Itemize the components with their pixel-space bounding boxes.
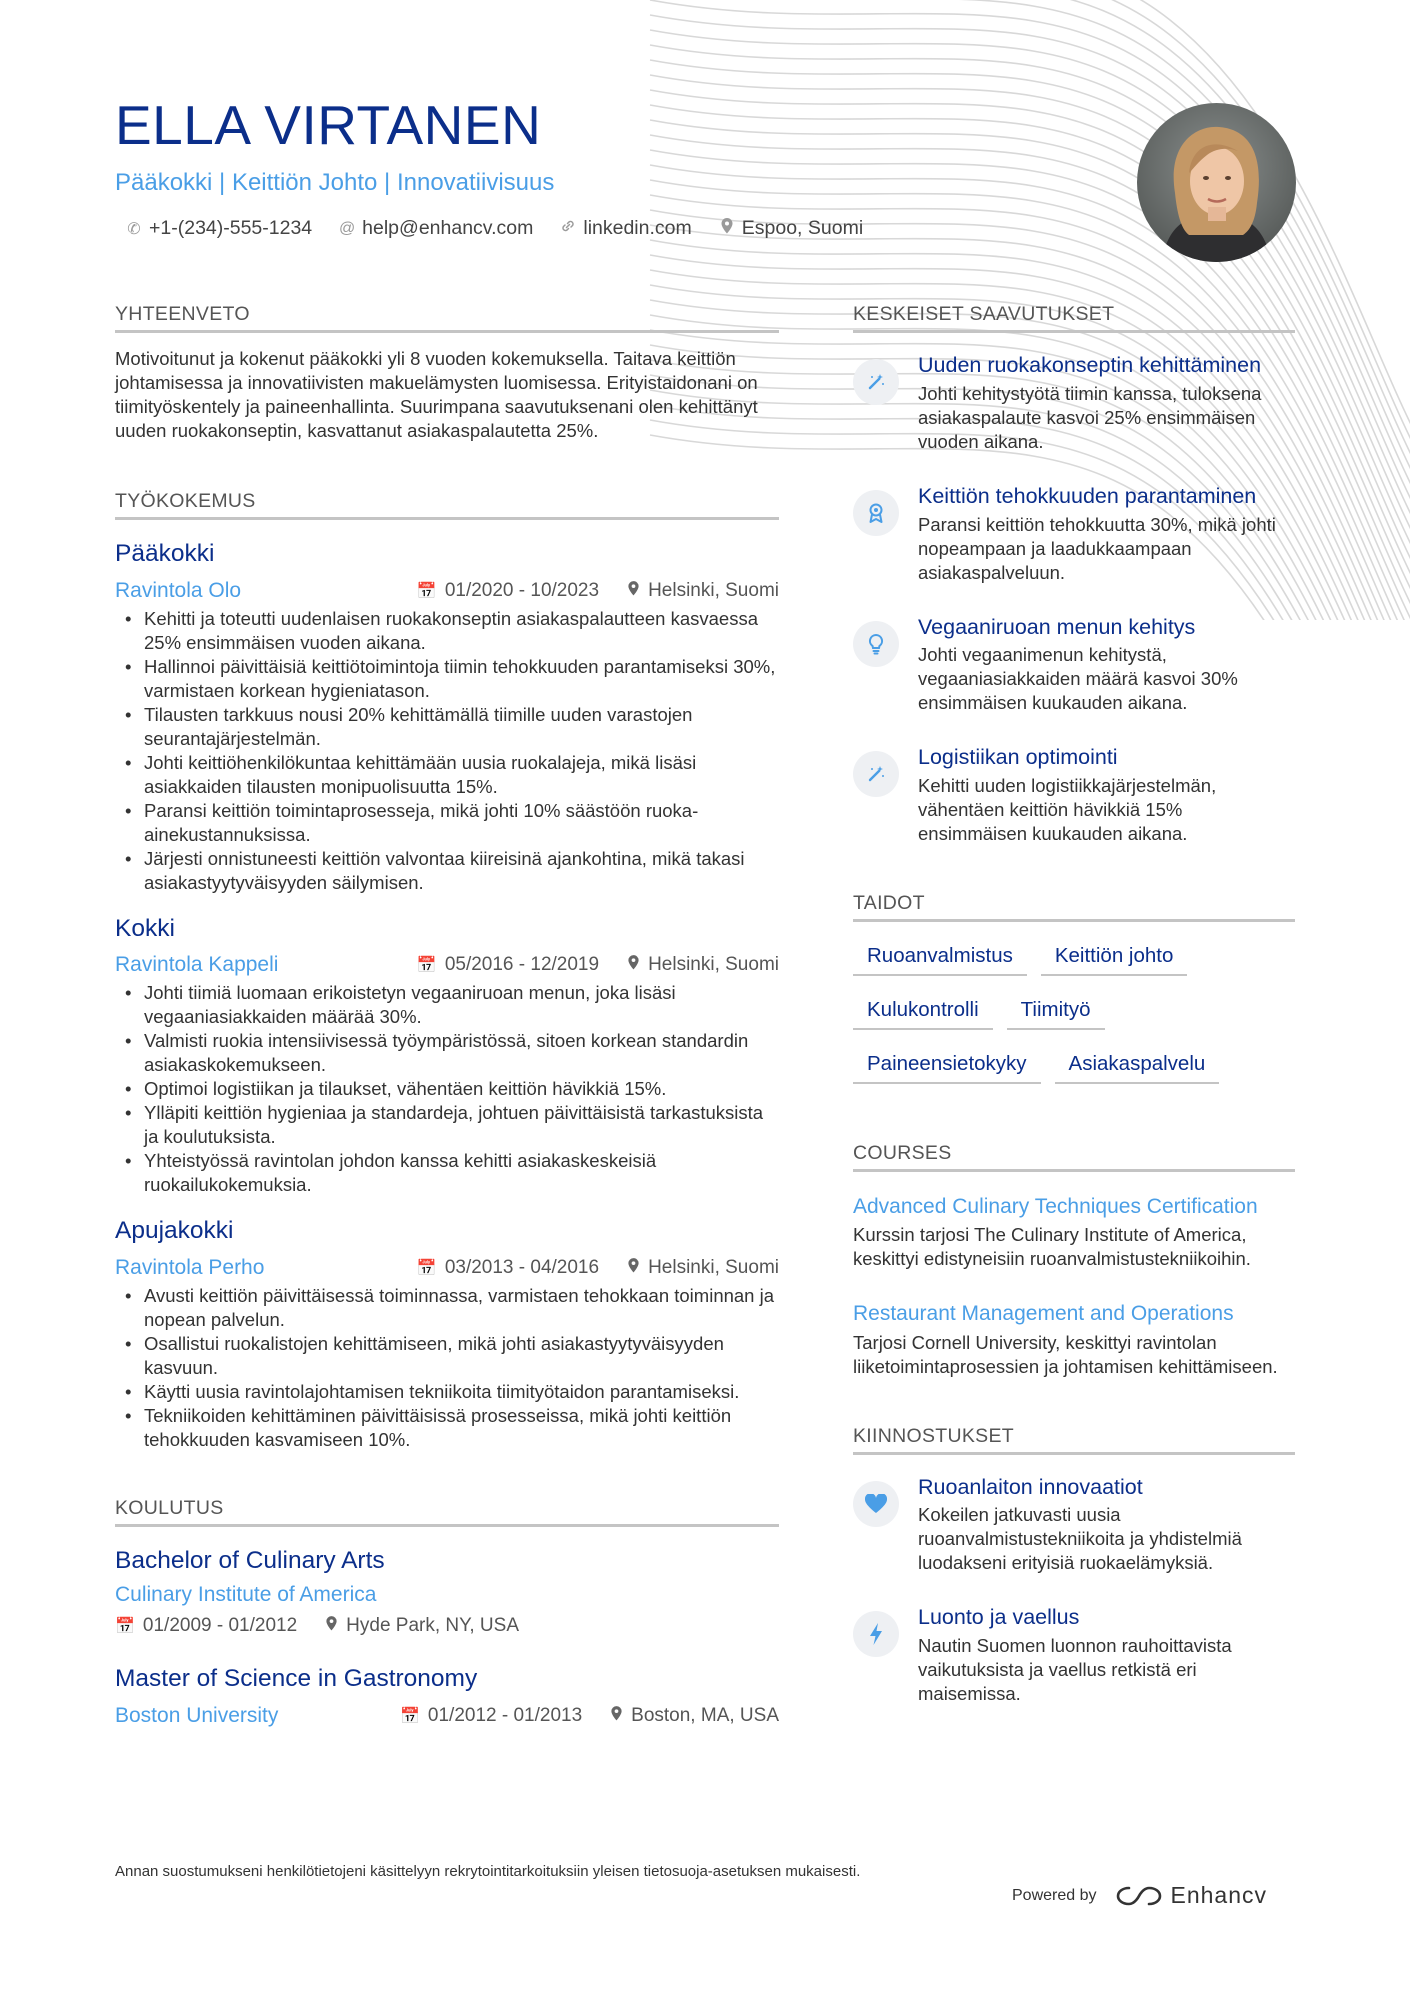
achievement-title: Vegaaniruoan menun kehitys — [918, 614, 1196, 639]
job-dates-text: 03/2013 - 04/2016 — [444, 1256, 600, 1278]
experience-heading: TYÖKOKEMUS — [115, 490, 779, 520]
education-dates-text: 01/2009 - 01/2012 — [142, 1615, 298, 1636]
magic-wand-icon — [853, 359, 899, 405]
job-meta — [417, 580, 779, 602]
calendar-icon: 📅 — [115, 1618, 135, 1635]
list-item: • Johti tiimiä luomaan erikoistetyn vegaaniruoan menun, joka lisäsi vegaaniasiakkaiden määrää 30%. — [115, 981, 779, 1029]
achievement-title: Uuden ruokakonseptin kehittäminen — [918, 353, 1262, 377]
skills-heading: TAIDOT — [853, 892, 1295, 922]
candidate-name: ELLA VIRTANEN — [115, 94, 542, 156]
list-item: • Käytti uusia ravintolajohtamisen tekniikoita tiimityötaidon parantamiseksi. — [115, 1380, 779, 1404]
list-item: • Järjesti onnistuneesti keittiön valvontaa kiireisinä ajankohtina, mikä takasi asiakastyytyväisyyden säilymisen. — [115, 847, 779, 895]
job-meta-row — [115, 579, 779, 603]
course-desc: Tarjosi Cornell University, keskittyi ravintolan liiketoimintaprosessien ja johtamisen kehittämiseen. — [853, 1331, 1278, 1377]
link-icon — [559, 218, 577, 239]
lightning-icon — [853, 1611, 899, 1657]
skill-tag: Asiakaspalvelu — [1055, 1052, 1220, 1084]
calendar-icon: 📅 — [416, 1259, 437, 1277]
list-item: • Johti keittiöhenkilökuntaa kehittämään uusia ruokalajeja, mikä lisäsi asiakkaiden tilausten monipuolisuutta 15%. — [115, 751, 779, 799]
course-desc: Kurssin tarjosi The Culinary Institute of America, keskittyi edistyneisiin ruoanvalmistustekniikoihin. — [853, 1224, 1251, 1270]
skill-tag: Paineensietokyky — [853, 1052, 1041, 1084]
achievement-title: Keittiön tehokkuuden parantaminen — [918, 483, 1257, 508]
education-entry — [115, 1546, 779, 1638]
email-text: help@enhancv.com — [362, 217, 534, 239]
location-text: Espoo, Suomi — [741, 217, 864, 239]
enhancv-logo-icon — [1115, 1884, 1163, 1908]
job-location — [627, 954, 779, 976]
achievement-item — [853, 484, 1295, 585]
school-name: Boston University — [115, 1703, 279, 1727]
job-title: Kokki — [115, 914, 175, 942]
right-column — [853, 303, 1295, 1706]
skill-tag: Tiimityö — [1007, 998, 1105, 1030]
job-company: Ravintola Perho — [115, 1255, 265, 1279]
education-meta-row — [115, 1704, 779, 1728]
heart-icon — [853, 1481, 899, 1527]
list-item: • Ylläpiti keittiön hygieniaa ja standardeja, johtuen päivittäisistä tarkastuksista ja koulutuksista. — [115, 1101, 779, 1149]
brand-logo — [1115, 1882, 1268, 1909]
interest-desc: Kokeilen jatkuvasti uusia ruoanvalmistustekniikoita ja yhdistelmiä luodakseni erityisiä ruokaelämyksiä. — [918, 1504, 1242, 1574]
interest-item — [853, 1605, 1295, 1706]
job-entry — [115, 1219, 779, 1452]
calendar-icon: 📅 — [399, 1707, 420, 1725]
job-dates — [417, 580, 599, 602]
education-heading: KOULUTUS — [115, 1497, 779, 1527]
school-name: Culinary Institute of America — [115, 1583, 377, 1606]
job-bullets — [115, 981, 779, 1197]
location-pin-icon — [325, 1615, 338, 1637]
education-entry — [115, 1667, 779, 1728]
education-location-text: Boston, MA, USA — [631, 1704, 779, 1726]
phone-text: +1-(234)-555-1234 — [149, 217, 313, 239]
achievement-title: Logistiikan optimointi — [918, 745, 1118, 770]
education-dates-text: 01/2012 - 01/2013 — [427, 1704, 583, 1726]
interests-heading: KIINNOSTUKSET — [853, 1425, 1295, 1455]
skills-list — [853, 944, 1295, 1084]
job-location — [627, 1257, 779, 1279]
job-title: Apujakokki — [115, 1217, 234, 1244]
powered-by[interactable] — [1012, 1882, 1267, 1909]
education-meta — [115, 1615, 779, 1637]
location-pin-icon — [718, 217, 736, 240]
education-dates — [115, 1615, 297, 1637]
job-bullets — [115, 607, 779, 895]
location-pin-icon — [627, 580, 640, 602]
skill-tag: Kulukontrolli — [853, 998, 993, 1030]
candidate-title: Pääkokki | Keittiön Johto | Innovatiivisuus — [115, 169, 555, 196]
course-item — [853, 1301, 1295, 1378]
education-dates — [400, 1705, 582, 1727]
powered-by-label: Powered by — [1012, 1886, 1097, 1904]
consent-footer: Annan suostumukseni henkilötietojeni käsittelyyn rekrytointitarkoituksiin yleisen tietosuoja-asetuksen mukaisesti. — [115, 1863, 861, 1880]
list-item: • Avusti keittiön päivittäisessä toiminnassa, varmistaen tehokkaan toiminnan ja nopean palvelun. — [115, 1284, 779, 1332]
magic-wand-icon — [853, 751, 899, 797]
achievement-body — [918, 484, 1295, 585]
education-location — [325, 1615, 519, 1637]
achievement-desc: Johti vegaanimenun kehitystä, vegaaniasiakkaiden määrä kasvoi 30% ensimmäisen kuukauden aikana. — [918, 644, 1238, 714]
at-icon: @ — [339, 219, 356, 237]
calendar-icon: 📅 — [416, 957, 437, 974]
job-company: Ravintola Kappeli — [115, 953, 279, 976]
achievement-body — [918, 615, 1295, 716]
list-item: • Paransi keittiön toimintaprosesseja, mikä johti 10% säästöön ruoka-ainekustannuksissa. — [115, 799, 779, 847]
job-entry — [115, 542, 779, 895]
interest-desc: Nautin Suomen luonnon rauhoittavista vaikutuksista ja vaellus retkistä eri maisemissa. — [918, 1635, 1232, 1705]
achievement-item — [853, 353, 1295, 454]
linkedin-text: linkedin.com — [583, 217, 692, 239]
job-meta-row — [115, 1256, 779, 1280]
achievement-body — [918, 745, 1295, 846]
award-icon — [853, 490, 899, 536]
location-pin-icon — [627, 1257, 640, 1279]
phone-icon: ✆ — [127, 220, 141, 238]
interest-title: Ruoanlaiton innovaatiot — [918, 1474, 1143, 1499]
job-title: Pääkokki — [115, 540, 215, 567]
interest-title: Luonto ja vaellus — [918, 1605, 1080, 1630]
achievement-item — [853, 745, 1295, 846]
resume-header — [115, 94, 864, 240]
interest-body — [918, 1475, 1295, 1576]
left-column — [115, 303, 779, 1728]
summary-heading: YHTEENVETO — [115, 303, 779, 333]
list-item: • Valmisti ruokia intensiivisessä työympäristössä, sitoen korkean standardin asiakaskokemukseen. — [115, 1029, 779, 1077]
contact-email[interactable] — [338, 217, 533, 240]
achievements-heading: KESKEISET SAAVUTUKSET — [853, 303, 1295, 333]
degree-title: Master of Science in Gastronomy — [115, 1665, 478, 1692]
contact-linkedin[interactable] — [559, 217, 691, 240]
list-item: • Osallistui ruokalistojen kehittämiseen, mikä johti asiakastyytyväisyyden kasvuun. — [115, 1332, 779, 1380]
job-meta-row — [115, 953, 779, 977]
job-dates — [417, 1257, 599, 1279]
list-item: • Hallinnoi päivittäisiä keittiötoimintoja tiimin tehokkuuden parantamiseksi 30%, varmistaen korkean hygieniatason. — [115, 655, 779, 703]
education-location-text: Hyde Park, NY, USA — [346, 1615, 519, 1636]
achievement-body — [918, 353, 1295, 454]
achievement-desc: Paransi keittiön tehokkuutta 30%, mikä johti nopeampaan ja laadukkaampaan asiakaspalveluun. — [918, 513, 1276, 583]
job-meta — [417, 954, 779, 976]
location-pin-icon — [627, 954, 640, 976]
job-meta — [417, 1257, 779, 1279]
job-dates-text: 01/2020 - 10/2023 — [444, 579, 600, 601]
course-title: Restaurant Management and Operations — [853, 1302, 1234, 1326]
list-item: • Kehitti ja toteutti uudenlaisen ruokakonseptin asiakaspalautteen kasvaessa 25% ensimmäisen vuoden aikana. — [115, 607, 779, 655]
job-dates — [417, 954, 599, 976]
contact-info — [125, 217, 863, 240]
job-location-text: Helsinki, Suomi — [648, 579, 779, 601]
job-company: Ravintola Olo — [115, 578, 242, 602]
contact-phone[interactable] — [125, 217, 312, 240]
courses-heading: COURSES — [853, 1142, 1295, 1172]
achievement-desc: Kehitti uuden logistiikkajärjestelmän, vähentäen keittiön hävikkiä 15% ensimmäisen kuukauden aikana. — [918, 775, 1217, 845]
skill-tag: Ruoanvalmistus — [853, 944, 1027, 976]
calendar-icon: 📅 — [416, 582, 437, 600]
job-bullets — [115, 1284, 779, 1452]
job-entry — [115, 914, 779, 1198]
location-pin-icon — [610, 1705, 623, 1727]
interest-body — [918, 1605, 1295, 1706]
avatar — [1137, 103, 1296, 262]
education-meta — [400, 1705, 779, 1727]
summary-text: Motivoitunut ja kokenut pääkokki yli 8 vuoden kokemuksella. Taitava keittiön johtamisessa ja innovatiivisten makuelämysten luomisessa. Erityistaidonani on tiimityöskentely ja paineenhallinta. Suurimpana saavutuksenani olen kehittänyt uuden ruokakonseptin, kasvattanut asiakaspalautetta 25%. — [115, 348, 758, 441]
job-location-text: Helsinki, Suomi — [648, 954, 779, 975]
skill-tag: Keittiön johto — [1041, 944, 1188, 976]
achievement-item — [853, 615, 1295, 716]
job-dates-text: 05/2016 - 12/2019 — [444, 954, 600, 975]
course-title: Advanced Culinary Techniques Certification — [853, 1195, 1258, 1219]
job-location — [627, 580, 779, 602]
list-item: • Optimoi logistiikan ja tilaukset, vähentäen keittiön hävikkiä 15%. — [115, 1077, 779, 1101]
job-location-text: Helsinki, Suomi — [648, 1256, 779, 1278]
interest-item — [853, 1475, 1295, 1576]
degree-title: Bachelor of Culinary Arts — [115, 1546, 385, 1574]
course-item — [853, 1194, 1295, 1271]
contact-location — [718, 217, 863, 240]
list-item: • Yhteistyössä ravintolan johdon kanssa kehitti asiakaskeskeisiä ruokailukokemuksia. — [115, 1149, 779, 1197]
achievement-desc: Johti kehitystyötä tiimin kanssa, tuloksena asiakaspalaute kasvoi 25% ensimmäisen vuoden aikana. — [918, 382, 1262, 452]
brand-name: Enhancv — [1170, 1882, 1268, 1908]
list-item: • Tekniikoiden kehittäminen päivittäisissä prosesseissa, mikä johti keittiön tehokkuuden kasvamiseen 10%. — [115, 1404, 779, 1452]
list-item: • Tilausten tarkkuus nousi 20% kehittämällä tiimille uuden varastojen seurantajärjestelmän. — [115, 703, 779, 751]
lightbulb-icon — [853, 621, 899, 667]
education-location — [610, 1705, 779, 1727]
